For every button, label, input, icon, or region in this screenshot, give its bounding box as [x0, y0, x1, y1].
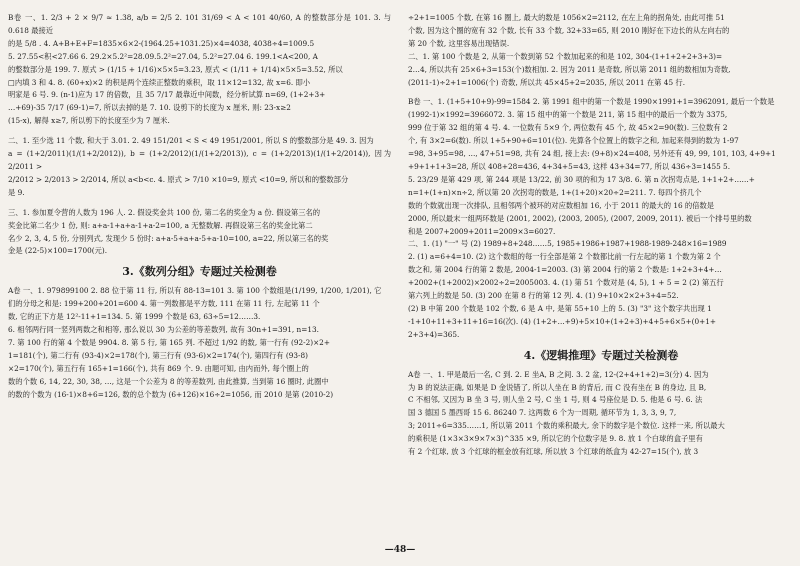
- text-line: 奖金比第二名少 1 份, 则: a+a-1+a+a-1+a-2=100, a 无整数解. 再假设第三名的奖金比第二: [8, 220, 313, 230]
- text-line: A卷 一、1. 甲是最后一名, C 到. 2. E 坐A, B 之间. 3. 2 盆, 12-(2+4+1+2)=3(分) 4. 因为: [408, 369, 709, 379]
- left-column: [8, 12, 391, 401]
- text-line: 数, 它的正下方是 12²-11+1=134. 5. 第 1999 个数是 63, 63÷5=12……3.: [8, 312, 261, 322]
- section-title-sequence-grouping: 3.《数列分组》专题过关检测卷: [122, 265, 277, 279]
- text-line: 2000, 所以最末一组两环数是 (2001, 2002), (2003, 2005), (2007, 2009, 2011). 被后一个排号里的数: [408, 213, 752, 223]
- right-column: [408, 12, 794, 459]
- text-line: a = (1+2/2011)(1/(1+2/2012)), b = (1+2/2012)(1/(1+2/2013)), c = (1+2/2013)(1/(1+2/2014)), 因为 2/2011 >: [8, 149, 391, 171]
- right-block-4: [408, 238, 794, 341]
- text-line: 三、1. 参加夏令营的人数为 196 人. 2. 假设奖金共 100 份, 第二名的奖金为 a 份. 假设第三名的: [8, 207, 321, 217]
- text-line: 金是 (22-5)×100=1700(元).: [8, 246, 108, 256]
- text-line: 个, 有 3×2=6(数). 所以 1+5+90+6=101(位). 先算各个位置上的数字之和, 加起来得到的数为 1-97: [408, 136, 739, 146]
- text-line: 个数, 因为这个圈的宽有 32 个数, 长有 33 个数, 32+33=65, 则 2010 刚好在下边长的从左向右的: [408, 25, 730, 35]
- text-line: 是 9.: [8, 187, 25, 197]
- text-line: 2/2012 > 2/2013 > 2/2014, 所以 a<b<c. 4. 原式 > 7/10 ×10=9, 原式 <10=9, 所以和的整数部分: [8, 174, 349, 184]
- text-line: 999 位于第 32 组的第 4 号. 4. 一位数有 5×9 个, 两位数有 45 个, 故 45×2=90(数). 三位数有 2: [408, 123, 728, 133]
- text-line: ÷2+1=1005 个数, 在第 16 圈上, 最大的数是 1056×2=2112, 在左上角的拐角处, 由此可推 51: [408, 13, 725, 22]
- text-line: +2002+(1+2002)×2002÷2=2005003. 4. (1) 第 51 个数对是 (4, 5), 1 + 5 = 2 (2) 第五行: [408, 278, 724, 288]
- text-line: 5. 23/29 是第 429 项, 第 244 项是 13/22, 前 30 项的和为 17 3/8. 6. 第 n 次拐弯点是, 1+1+2+……+: [408, 174, 755, 184]
- page-number: —48—: [384, 545, 416, 555]
- text-line: (2011-1)÷2+1=1006(个) 奇数, 所以共 45×45+2=2035, 所以 2011 在第 45 行.: [408, 77, 686, 87]
- text-line: ×2=170(个), 第五行有 165+1=166(个), 共有 869 个. 9. 由题可知, 由内而外, 每个圈上的: [8, 363, 309, 373]
- text-line: (1992-1)×1992=3966072. 3. 第 15 组中的第一个数是 211, 第 15 组中的最后一个数为 3375,: [408, 110, 728, 120]
- right-block-5: [408, 369, 794, 459]
- text-line: 第六列上的数是 50. (3) 200 在第 8 行的第 12 列. 4. (1) 9+10×2×2+3+4=52.: [408, 291, 679, 301]
- text-line: 数之和, 第 2004 行的第 2 数是, 2004-1=2003. (3) 第 2004 行的第 2 个数是: 1+2+3+4+…: [408, 265, 722, 275]
- text-line: 二、1. (1) "一" 号 (2) 1989+8+248……5, 1985+1986+1987+1988-1989-248×16=1989: [408, 239, 727, 249]
- right-block-3: [408, 96, 794, 238]
- text-line: 2…4, 所以共有 25×6+3=153(个)数相加. 2. 因为 2011 是奇数, 所以第 2011 组的数相加为奇数,: [408, 64, 731, 74]
- text-line: 第 20 个数, 这里容易出现错误.: [408, 38, 510, 48]
- text-line: (15-x), 解得 x≥7, 所以剪下的长度至少为 7 厘米.: [8, 116, 170, 126]
- text-line: 们的分母之和是: 199+200+201=600 4. 第一列数都是平方数, 111 在第 11 行, 左起第 11 个: [8, 299, 320, 309]
- text-line: 5. 27.55<积<27.66 6. 29.2×5.2²=28.09.5.2²=27.04, 5.2²=27.04 6. 199.1<A<200, A: [8, 51, 318, 61]
- text-line: 和是 2007+2009+2011=2009×3=6027.: [408, 226, 556, 236]
- left-block-3: [8, 207, 391, 259]
- right-block-1: [408, 12, 794, 51]
- text-line: =98, 3+95=98, …, 47+51=98, 共有 24 组, 接上去: (9+8)×24=408, 另外还有 49, 99, 101, 103, 4+9+1: [408, 149, 776, 159]
- text-line: 2. (1) a=6+4=10. (2) 这个数组的每一行全部是第 2 个数都比前一行左起的第 1 个数为第 2 个: [408, 252, 721, 262]
- text-line: 的是 5/8 . 4. A+B+E+F=1835×6×2-(1964.25+1031.25)×4=4038, 4038÷4=1009.5: [8, 38, 315, 48]
- text-line: …+69)-35 7/17 (69-1)=7, 所以去掉的是 7. 10. 设剪下的长度为 x 厘米, 则: 23-x≥2: [8, 103, 291, 113]
- text-line: 1=181(个), 第二行有 (93-4)×2=178(个), 第三行有 (93-6)×2=174(个), 第四行有 (93-8): [8, 350, 308, 360]
- text-line: A卷 一、1. 979899100 2. 88 位于第 11 行, 所以有 88-13=101 3. 第 100 个数组是(1/199, 1/200, 1/201), 它: [8, 286, 382, 296]
- text-line: C 不相邻, 又因为 B 坐 3 号, 则人坐 2 号, C 坐 1 号, 则 4 号座位是 D. 5. 他是 6 号. 6. 法: [408, 395, 703, 405]
- text-line: +9+1+1+3=28, 所以 408+28=436, 4+34+5=43, 这样 43+34=77, 所以 436÷3=1455 5.: [408, 161, 731, 171]
- text-line: □内填 3 和 4. 8. (60+x)×2 的积是两个连续正整数的乘积，取 11×12=132, 故 x=6. 即小: [8, 77, 311, 87]
- text-line: B卷 一、1. (1+5+10+9)-99=1584 2. 第 1991 组中的第一个数是 1990×1991+1=3962091, 最后一个数是: [408, 97, 775, 107]
- text-line: B卷 一、1. 2/3 + 2 × 9/7 ≈ 1.38, a/b = 2/5 2. 101 31/69 < A < 101 40/60, A 的整数部分是 101. 3. 与 0.618 最接近: [8, 13, 391, 35]
- left-block-4: [8, 285, 391, 401]
- text-line: n=1+(1+n)×n÷2, 所以第 20 次拐弯的数是, 1+(1+20)×20÷2=211. 7. 每四个挤几个: [408, 187, 702, 197]
- text-line: 名少 2, 3, 4, 5 份, 分别列式, 发现少 5 份时: a+a-5+a+a-5+a-10=100, a=22, 所以第三名的奖: [8, 233, 329, 243]
- section-title-logic-reasoning: 4.《逻辑推理》专题过关检测卷: [523, 348, 679, 362]
- text-line: -1+10+11+3+11+16=16(次). (4) (1+2+…+9)+5×10+(1+2+3)+4+5+6×5+(0+1+: [408, 316, 717, 326]
- text-line: 有 2 个红球, 放 3 个红球的框金放有红球, 所以放 3 个红球的纸盒为 42-27=15(个), 放 3: [408, 447, 699, 457]
- right-block-2: [408, 51, 794, 90]
- text-line: 的乘积是 (1×3×3×9×7×3)^335 ×9, 所以它的个位数字是 9. 8. 放 1 个白球的盒子里有: [408, 434, 703, 444]
- text-line: (2) B 中第 200 个数是 102 个数, 6 是 A 中, 是第 55+10 上的 5. (3) "3" 这个数字共出现 1: [408, 303, 712, 313]
- text-line: 国 3 德国 5 墨西哥 15 6. 86240 7. 这两数 6 个为一周期, 循环节为 1, 3, 3, 9, 7,: [408, 408, 677, 418]
- text-line: 数的个数 6, 14, 22, 30, 38, …, 这是一个公差为 8 的等差数列, 由此推算, 当到第 16 圈时, 此圈中: [8, 376, 329, 386]
- text-line: 7. 第 100 行的第 4 个数是 9904. 8. 第 5 行, 第 165 列. 不超过 1/92 的数, 第一行有 (92-2)×2+: [8, 337, 330, 347]
- text-line: 的数的个数为 (16-1)×8+6=126, 数的总个数为 (6+126)×16÷2=1056, 而 2010 是第 (2010-2): [8, 389, 334, 399]
- text-line: 为 B 的说法正确, 如果是 D 金说错了, 所以人坐在 B 的背后, 而 C 没有坐在 B 的身边, 且 B,: [408, 382, 707, 392]
- text-line: 明家是 6 号. 9. (n-1)应为 17 的倍数，且 35 7/17 最靠近中间数，经分析试算 n=69, (1+2+3+: [8, 90, 326, 100]
- text-line: 数的个数就出现一次排队, 且相邻两个被环的对应数相加 16, 小于 2011 的最大的 16 的倍数是: [408, 200, 715, 210]
- text-line: 二、1. 至少选 11 个数, 和大于 3.01. 2. 49 151/201 < S < 49 1951/2001, 所以 S 的整数部分是 49. 3. 因为: [8, 136, 374, 146]
- text-line: 二、1. 第 100 个数是 2, 从第一个数到第 52 个数加起来的和是 102, 304-(1+1+2+2+3+3)=: [408, 51, 723, 61]
- left-block-2: [8, 135, 391, 200]
- text-line: 3; 2011÷6=335……1, 所以第 2011 个数的乘积最大, 余下的数字是个数位. 这样一来, 所以最大: [408, 421, 725, 431]
- text-line: 2+3+4)=365.: [408, 329, 460, 339]
- text-line: 6. 相邻两行同一竖列两数之和相等, 那么说以 30 为公差的等差数列, 故有 30n+1=391, n=13.: [8, 325, 319, 335]
- text-line: 的整数部分是 199. 7. 原式 > (1/15 + 1/16)×5×5=3.23, 原式 < (1/11 + 1/14)×5×5=3.52, 所以: [8, 64, 343, 74]
- left-block-1: [8, 12, 391, 128]
